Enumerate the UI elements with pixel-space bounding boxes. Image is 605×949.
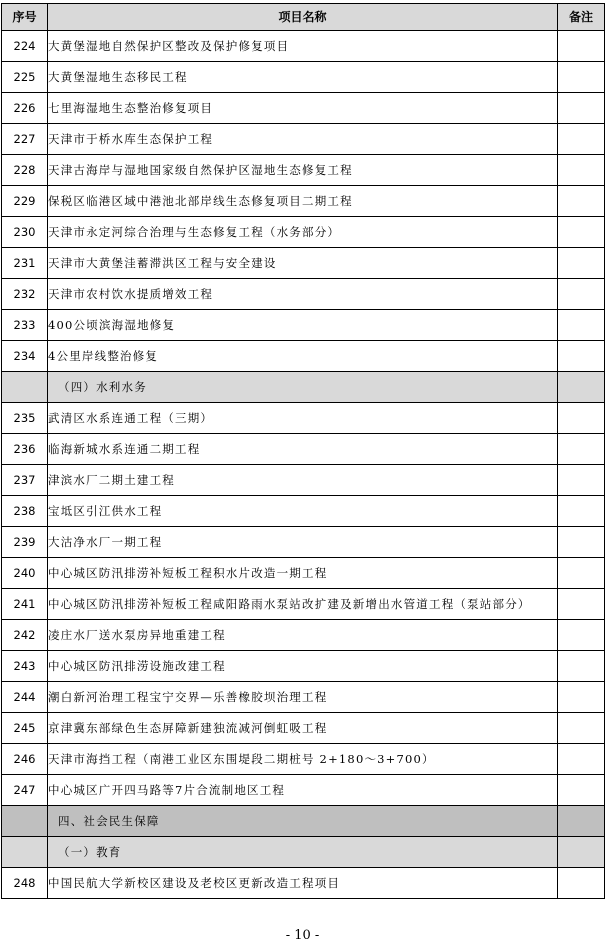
project-table bbox=[1, 3, 605, 899]
project-name: 中心城区防汛排涝补短板工程咸阳路雨水泵站改扩建及新增出水管道工程（泵站部分） bbox=[48, 589, 558, 620]
row-note bbox=[558, 806, 605, 837]
row-note bbox=[558, 124, 605, 155]
project-name: 天津市于桥水库生态保护工程 bbox=[48, 124, 558, 155]
table-row bbox=[2, 341, 605, 372]
project-name: 宝坻区引江供水工程 bbox=[48, 496, 558, 527]
page-number: - 10 - bbox=[285, 928, 320, 943]
row-number: 230 bbox=[2, 217, 48, 248]
row-note bbox=[558, 465, 605, 496]
table-row bbox=[2, 279, 605, 310]
row-number: 241 bbox=[2, 589, 48, 620]
row-number: 226 bbox=[2, 93, 48, 124]
row-note bbox=[558, 341, 605, 372]
table-header-row bbox=[2, 4, 605, 31]
table-row bbox=[2, 868, 605, 899]
row-number: 248 bbox=[2, 868, 48, 899]
row-number: 239 bbox=[2, 527, 48, 558]
project-name: 四、社会民生保障 bbox=[48, 806, 558, 837]
row-note bbox=[558, 62, 605, 93]
row-note bbox=[558, 186, 605, 217]
table-row bbox=[2, 155, 605, 186]
row-note bbox=[558, 31, 605, 62]
row-note bbox=[558, 310, 605, 341]
table-row bbox=[2, 651, 605, 682]
row-number: 238 bbox=[2, 496, 48, 527]
row-note bbox=[558, 620, 605, 651]
row-note bbox=[558, 372, 605, 403]
project-name: 中心城区防汛排涝补短板工程积水片改造一期工程 bbox=[48, 558, 558, 589]
table-row bbox=[2, 248, 605, 279]
section-row bbox=[2, 372, 605, 403]
table-row bbox=[2, 124, 605, 155]
row-note bbox=[558, 434, 605, 465]
project-name: 天津市农村饮水提质增效工程 bbox=[48, 279, 558, 310]
project-name: 天津市大黄堡洼蓄滞洪区工程与安全建设 bbox=[48, 248, 558, 279]
row-number: 235 bbox=[2, 403, 48, 434]
project-name: 4公里岸线整治修复 bbox=[48, 341, 558, 372]
row-note bbox=[558, 682, 605, 713]
header-no: 序号 bbox=[2, 4, 48, 31]
table-row bbox=[2, 310, 605, 341]
table-row bbox=[2, 558, 605, 589]
project-name: （四）水利水务 bbox=[48, 372, 558, 403]
table-row bbox=[2, 403, 605, 434]
row-note bbox=[558, 589, 605, 620]
row-note bbox=[558, 744, 605, 775]
row-number: 246 bbox=[2, 744, 48, 775]
table-row bbox=[2, 434, 605, 465]
project-name: 保税区临港区域中港池北部岸线生态修复项目二期工程 bbox=[48, 186, 558, 217]
row-note bbox=[558, 651, 605, 682]
table-row bbox=[2, 93, 605, 124]
table-row bbox=[2, 682, 605, 713]
row-number: 237 bbox=[2, 465, 48, 496]
row-note bbox=[558, 527, 605, 558]
row-note bbox=[558, 713, 605, 744]
row-note bbox=[558, 279, 605, 310]
project-name: 天津古海岸与湿地国家级自然保护区湿地生态修复工程 bbox=[48, 155, 558, 186]
category-row bbox=[2, 806, 605, 837]
row-note bbox=[558, 248, 605, 279]
row-number: 236 bbox=[2, 434, 48, 465]
row-note bbox=[558, 496, 605, 527]
row-note bbox=[558, 403, 605, 434]
project-name: 中心城区防汛排涝设施改建工程 bbox=[48, 651, 558, 682]
row-note bbox=[558, 217, 605, 248]
section-row bbox=[2, 837, 605, 868]
table-row bbox=[2, 465, 605, 496]
table-row bbox=[2, 186, 605, 217]
table-row bbox=[2, 527, 605, 558]
project-name: 大黄堡湿地生态移民工程 bbox=[48, 62, 558, 93]
row-note bbox=[558, 155, 605, 186]
row-note bbox=[558, 93, 605, 124]
table-row bbox=[2, 31, 605, 62]
row-note bbox=[558, 868, 605, 899]
project-name: 中心城区广开四马路等7片合流制地区工程 bbox=[48, 775, 558, 806]
project-name: 京津冀东部绿色生态屏障新建独流减河倒虹吸工程 bbox=[48, 713, 558, 744]
table-row bbox=[2, 713, 605, 744]
project-name: 大黄堡湿地自然保护区整改及保护修复项目 bbox=[48, 31, 558, 62]
table-row bbox=[2, 589, 605, 620]
row-number: 227 bbox=[2, 124, 48, 155]
header-note: 备注 bbox=[558, 4, 605, 31]
row-number: 240 bbox=[2, 558, 48, 589]
row-number: 231 bbox=[2, 248, 48, 279]
row-number: 244 bbox=[2, 682, 48, 713]
project-name: 津滨水厂二期土建工程 bbox=[48, 465, 558, 496]
table-row bbox=[2, 775, 605, 806]
project-name: （一）教育 bbox=[48, 837, 558, 868]
row-number bbox=[2, 806, 48, 837]
row-number: 225 bbox=[2, 62, 48, 93]
row-number: 245 bbox=[2, 713, 48, 744]
project-name: 七里海湿地生态整治修复项目 bbox=[48, 93, 558, 124]
row-note bbox=[558, 558, 605, 589]
project-name: 武清区水系连通工程（三期） bbox=[48, 403, 558, 434]
table-row bbox=[2, 62, 605, 93]
header-name: 项目名称 bbox=[48, 4, 558, 31]
row-number: 242 bbox=[2, 620, 48, 651]
project-name: 大沽净水厂一期工程 bbox=[48, 527, 558, 558]
project-name: 中国民航大学新校区建设及老校区更新改造工程项目 bbox=[48, 868, 558, 899]
row-number: 229 bbox=[2, 186, 48, 217]
row-number: 228 bbox=[2, 155, 48, 186]
table-row bbox=[2, 744, 605, 775]
project-name: 天津市海挡工程（南港工业区东围堤段二期桩号 2+180～3+700） bbox=[48, 744, 558, 775]
row-number bbox=[2, 372, 48, 403]
project-name: 凌庄水厂送水泵房异地重建工程 bbox=[48, 620, 558, 651]
project-name: 潮白新河治理工程宝宁交界—乐善橡胶坝治理工程 bbox=[48, 682, 558, 713]
row-number: 243 bbox=[2, 651, 48, 682]
project-name: 400公顷滨海湿地修复 bbox=[48, 310, 558, 341]
row-number: 224 bbox=[2, 31, 48, 62]
row-note bbox=[558, 775, 605, 806]
table-row bbox=[2, 496, 605, 527]
row-note bbox=[558, 837, 605, 868]
project-name: 天津市永定河综合治理与生态修复工程（水务部分） bbox=[48, 217, 558, 248]
project-name: 临海新城水系连通二期工程 bbox=[48, 434, 558, 465]
row-number: 234 bbox=[2, 341, 48, 372]
row-number: 233 bbox=[2, 310, 48, 341]
row-number: 247 bbox=[2, 775, 48, 806]
table-row bbox=[2, 217, 605, 248]
row-number bbox=[2, 837, 48, 868]
row-number: 232 bbox=[2, 279, 48, 310]
table-row bbox=[2, 620, 605, 651]
